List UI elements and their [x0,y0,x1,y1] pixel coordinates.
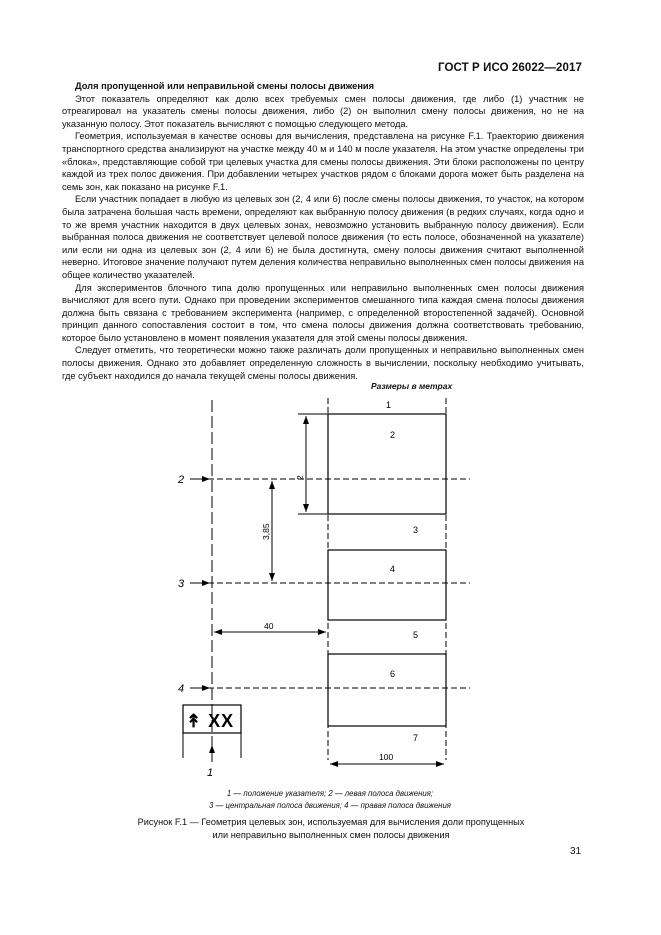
dim-lane-spacing-label: 3,85 [261,523,271,540]
lane-label-4: 4 [178,683,185,695]
figure-legend [150,788,510,811]
zone-label-5: 5 [413,630,419,640]
legend-line-1: 1 — положение указателя; 2 — левая полоса движения; [226,789,434,798]
caption-line-1: Рисунок F.1 — Геометрия целевых зон, используемая для вычисления доли пропущенных [137,817,525,827]
legend-line-2: 3 — центральная полоса движения; 4 — правая полоса движения [209,800,451,810]
target-block-6 [328,654,446,726]
zone-label-2: 2 [390,430,396,440]
page-number: 31 [570,846,582,857]
sign-label: 1 [207,767,214,779]
caption-line-2: или неправильно выполненных смен полосы движения [212,829,450,840]
section-title: Доля пропущенной или неправильной смены полосы движения [75,81,375,91]
dim-block-height-label: 2 [295,475,305,480]
paragraph-3: Если участник попадает в любую из целевых зон (2, 4 или 6) после смены полосы движения, то участок, на котором была затрачена большая часть времени, определяют как выбранную полосу движения (в редких случаях, когда одно и то же время участник находится в двух целевых зонах, невозможно установить выбранную полосу движения). Если выбранная полоса движения не соответствует целевой полосе движения (то есть полосе, обозначенной на указателе) или если ни одна из целевых зон (2, 4 или 6) не была достигнута, смену полосы движения считают выполненной неверно. Итоговое значение получают путем деления количества неправильно выполненных смен полосы движения на общее количество указателей. [62,194,584,280]
figure-caption [96,816,566,841]
zone-label-4: 4 [390,564,396,574]
paragraph-1: Этот показатель определяют как долю всех требуемых смен полосы движения, где либо (1) участник не отреагировал на указатель смены полосы движения, либо (2) он выполнил смену полосы движения, но не на указанную полосу. Этот показатель вычисляют с помощью следующего метода. [62,93,584,129]
lane-label-2: 2 [178,474,185,486]
zone-label-3: 3 [413,525,419,535]
page-header-standard: ГОСТ Р ИСО 26022—2017 [437,62,582,74]
zone-label-1: 1 [386,400,392,410]
sign-text: ↟ XX [186,711,235,731]
units-note: Размеры в метрах [371,381,453,391]
zone-label-7: 7 [413,733,419,743]
lane-label-3: 3 [178,578,185,590]
paragraph-2: Геометрия, используемая в качестве основы для вычисления, представлена на рисунке F.1. Траекторию движения транспортного средства анализируют на участке между 40 м и 140 м после указателя. На этом участке определены три «блока», представляющие собой три целевых участка для смены полосы движения. Эти блоки расположены по центру каждой из трех полос движения. При добавлении четырех участков рядом с блоками дорога может быть разделена на семь зон, как показано на рисунке F.1. [62,131,584,192]
paragraph-4: Для экспериментов блочного типа долю пропущенных или неправильно выполненных смен полосы движения вычисляют для всего пути. Однако при проведении экспериментов смешанного типа каждая смена полосы движения должна быть связана с требованием эксперимента (например, с определенной второстепенной задачей). Основной принцип данного сопоставления состоит в том, что смена полосы движения должна соответствовать требованию, которое было установлено в момент появления указателя для этой смены полосы движения. [62,282,584,343]
dim-width-label: 100 [379,752,394,762]
target-block-4 [328,550,446,620]
paragraph-5: Следует отметить, что теоретически можно также различать доли пропущенных и неправильно выполненных смен полосы движения. Однако это добавляет определенную сложность в вычислении, поскольку необходимо учитывать, где субъект находился до начала текущей смены полосы движения. [62,345,584,381]
zone-label-6: 6 [390,669,396,679]
target-block-2 [328,414,446,514]
dim-offset-label: 40 [264,621,274,631]
